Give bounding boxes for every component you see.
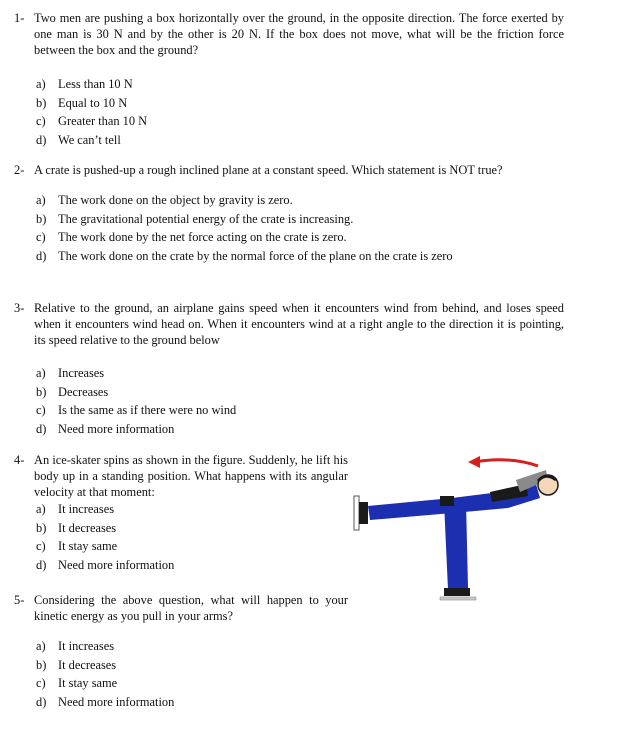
option-text: It decreases	[58, 657, 117, 672]
question-text: Relative to the ground, an airplane gains speed when it encounters wind from behind, and loses speed when it encounters wind head on. When it encounters wind at a right angle to the direction it is pointing, its speed relative to the ground below	[34, 301, 564, 347]
option-d[interactable]	[36, 693, 564, 712]
option-letter: d)	[36, 557, 47, 572]
option-c[interactable]	[36, 674, 564, 693]
answer-options	[14, 191, 564, 265]
option-d[interactable]	[36, 420, 564, 439]
option-letter: d)	[36, 421, 47, 436]
question-text: Two men are pushing a box horizontally over the ground, in the opposite direction. The force exerted by one man is 30 N and by the other is 20 N. If the box does not move, what will be the friction force between the box and the ground?	[34, 11, 564, 57]
option-letter: a)	[36, 193, 46, 207]
option-letter: c)	[36, 403, 46, 417]
option-a[interactable]	[36, 364, 564, 383]
option-a[interactable]	[36, 637, 564, 656]
option-text: It decreases	[58, 520, 117, 535]
option-letter: c)	[36, 539, 46, 553]
option-text: Need more information	[58, 557, 175, 572]
question-text: Considering the above question, what will happen to your kinetic energy as you pull in your arms?	[34, 593, 348, 623]
option-letter: b)	[36, 211, 47, 226]
question-1	[14, 10, 564, 149]
option-text: Less than 10 N	[58, 77, 133, 91]
option-text: The work done by the net force acting on the crate is zero.	[58, 230, 347, 244]
option-d[interactable]	[36, 247, 564, 266]
option-letter: a)	[36, 77, 46, 91]
option-letter: a)	[36, 639, 46, 653]
front-skate-icon	[354, 496, 368, 530]
option-letter: b)	[36, 95, 47, 110]
option-text: Increases	[58, 366, 105, 380]
option-b[interactable]	[36, 94, 564, 113]
answer-options	[14, 364, 564, 438]
question-text: An ice-skater spins as shown in the figure. Suddenly, he lift his body up in a standing position. What happens with its angular velocity at that moment:	[34, 453, 348, 499]
option-text: Need more information	[58, 694, 175, 709]
option-letter: b)	[36, 657, 47, 672]
skater-head	[538, 475, 558, 495]
option-b[interactable]	[36, 383, 564, 402]
question-2	[14, 162, 564, 265]
option-letter: c)	[36, 114, 46, 128]
option-letter: d)	[36, 132, 47, 147]
question-3	[14, 300, 564, 438]
option-letter: d)	[36, 694, 47, 709]
option-letter: d)	[36, 248, 47, 263]
rotation-arrow-icon	[468, 456, 538, 468]
option-letter: a)	[36, 502, 46, 516]
answer-options	[14, 637, 564, 711]
option-text: Need more information	[58, 421, 175, 436]
option-d[interactable]	[36, 131, 564, 150]
option-a[interactable]	[36, 191, 564, 210]
option-c[interactable]	[36, 401, 564, 420]
back-skate-icon	[440, 588, 476, 600]
option-text: Decreases	[58, 384, 109, 399]
option-letter: b)	[36, 384, 47, 399]
option-text: The work done on the object by gravity is zero.	[58, 193, 293, 207]
option-text: It stay same	[58, 676, 118, 690]
option-text: We can’t tell	[58, 132, 121, 147]
question-text: A crate is pushed-up a rough inclined plane at a constant speed. Which statement is NOT true?	[34, 163, 503, 177]
option-b[interactable]	[36, 656, 564, 675]
option-text: Is the same as if there were no wind	[58, 403, 237, 417]
question-number: 2-	[14, 163, 25, 177]
option-text: Equal to 10 N	[58, 95, 128, 110]
skater-body	[368, 470, 548, 590]
option-letter: c)	[36, 676, 46, 690]
answer-options	[14, 75, 564, 149]
option-text: The gravitational potential energy of the crate is increasing.	[58, 211, 354, 226]
option-a[interactable]	[36, 75, 564, 94]
option-text: The work done on the crate by the normal force of the plane on the crate is zero	[58, 248, 453, 263]
question-number: 3-	[14, 301, 25, 315]
ice-skater-figure	[340, 440, 580, 610]
question-number: 4-	[14, 453, 25, 467]
option-c[interactable]	[36, 112, 564, 131]
option-text: It increases	[58, 502, 115, 516]
option-text: It stay same	[58, 539, 118, 553]
question-number: 5-	[14, 593, 25, 607]
option-text: It increases	[58, 639, 115, 653]
question-number: 1-	[14, 11, 25, 25]
option-letter: b)	[36, 520, 47, 535]
option-text: Greater than 10 N	[58, 114, 148, 128]
option-c[interactable]	[36, 228, 564, 247]
option-letter: a)	[36, 366, 46, 380]
option-b[interactable]	[36, 210, 564, 229]
option-letter: c)	[36, 230, 46, 244]
